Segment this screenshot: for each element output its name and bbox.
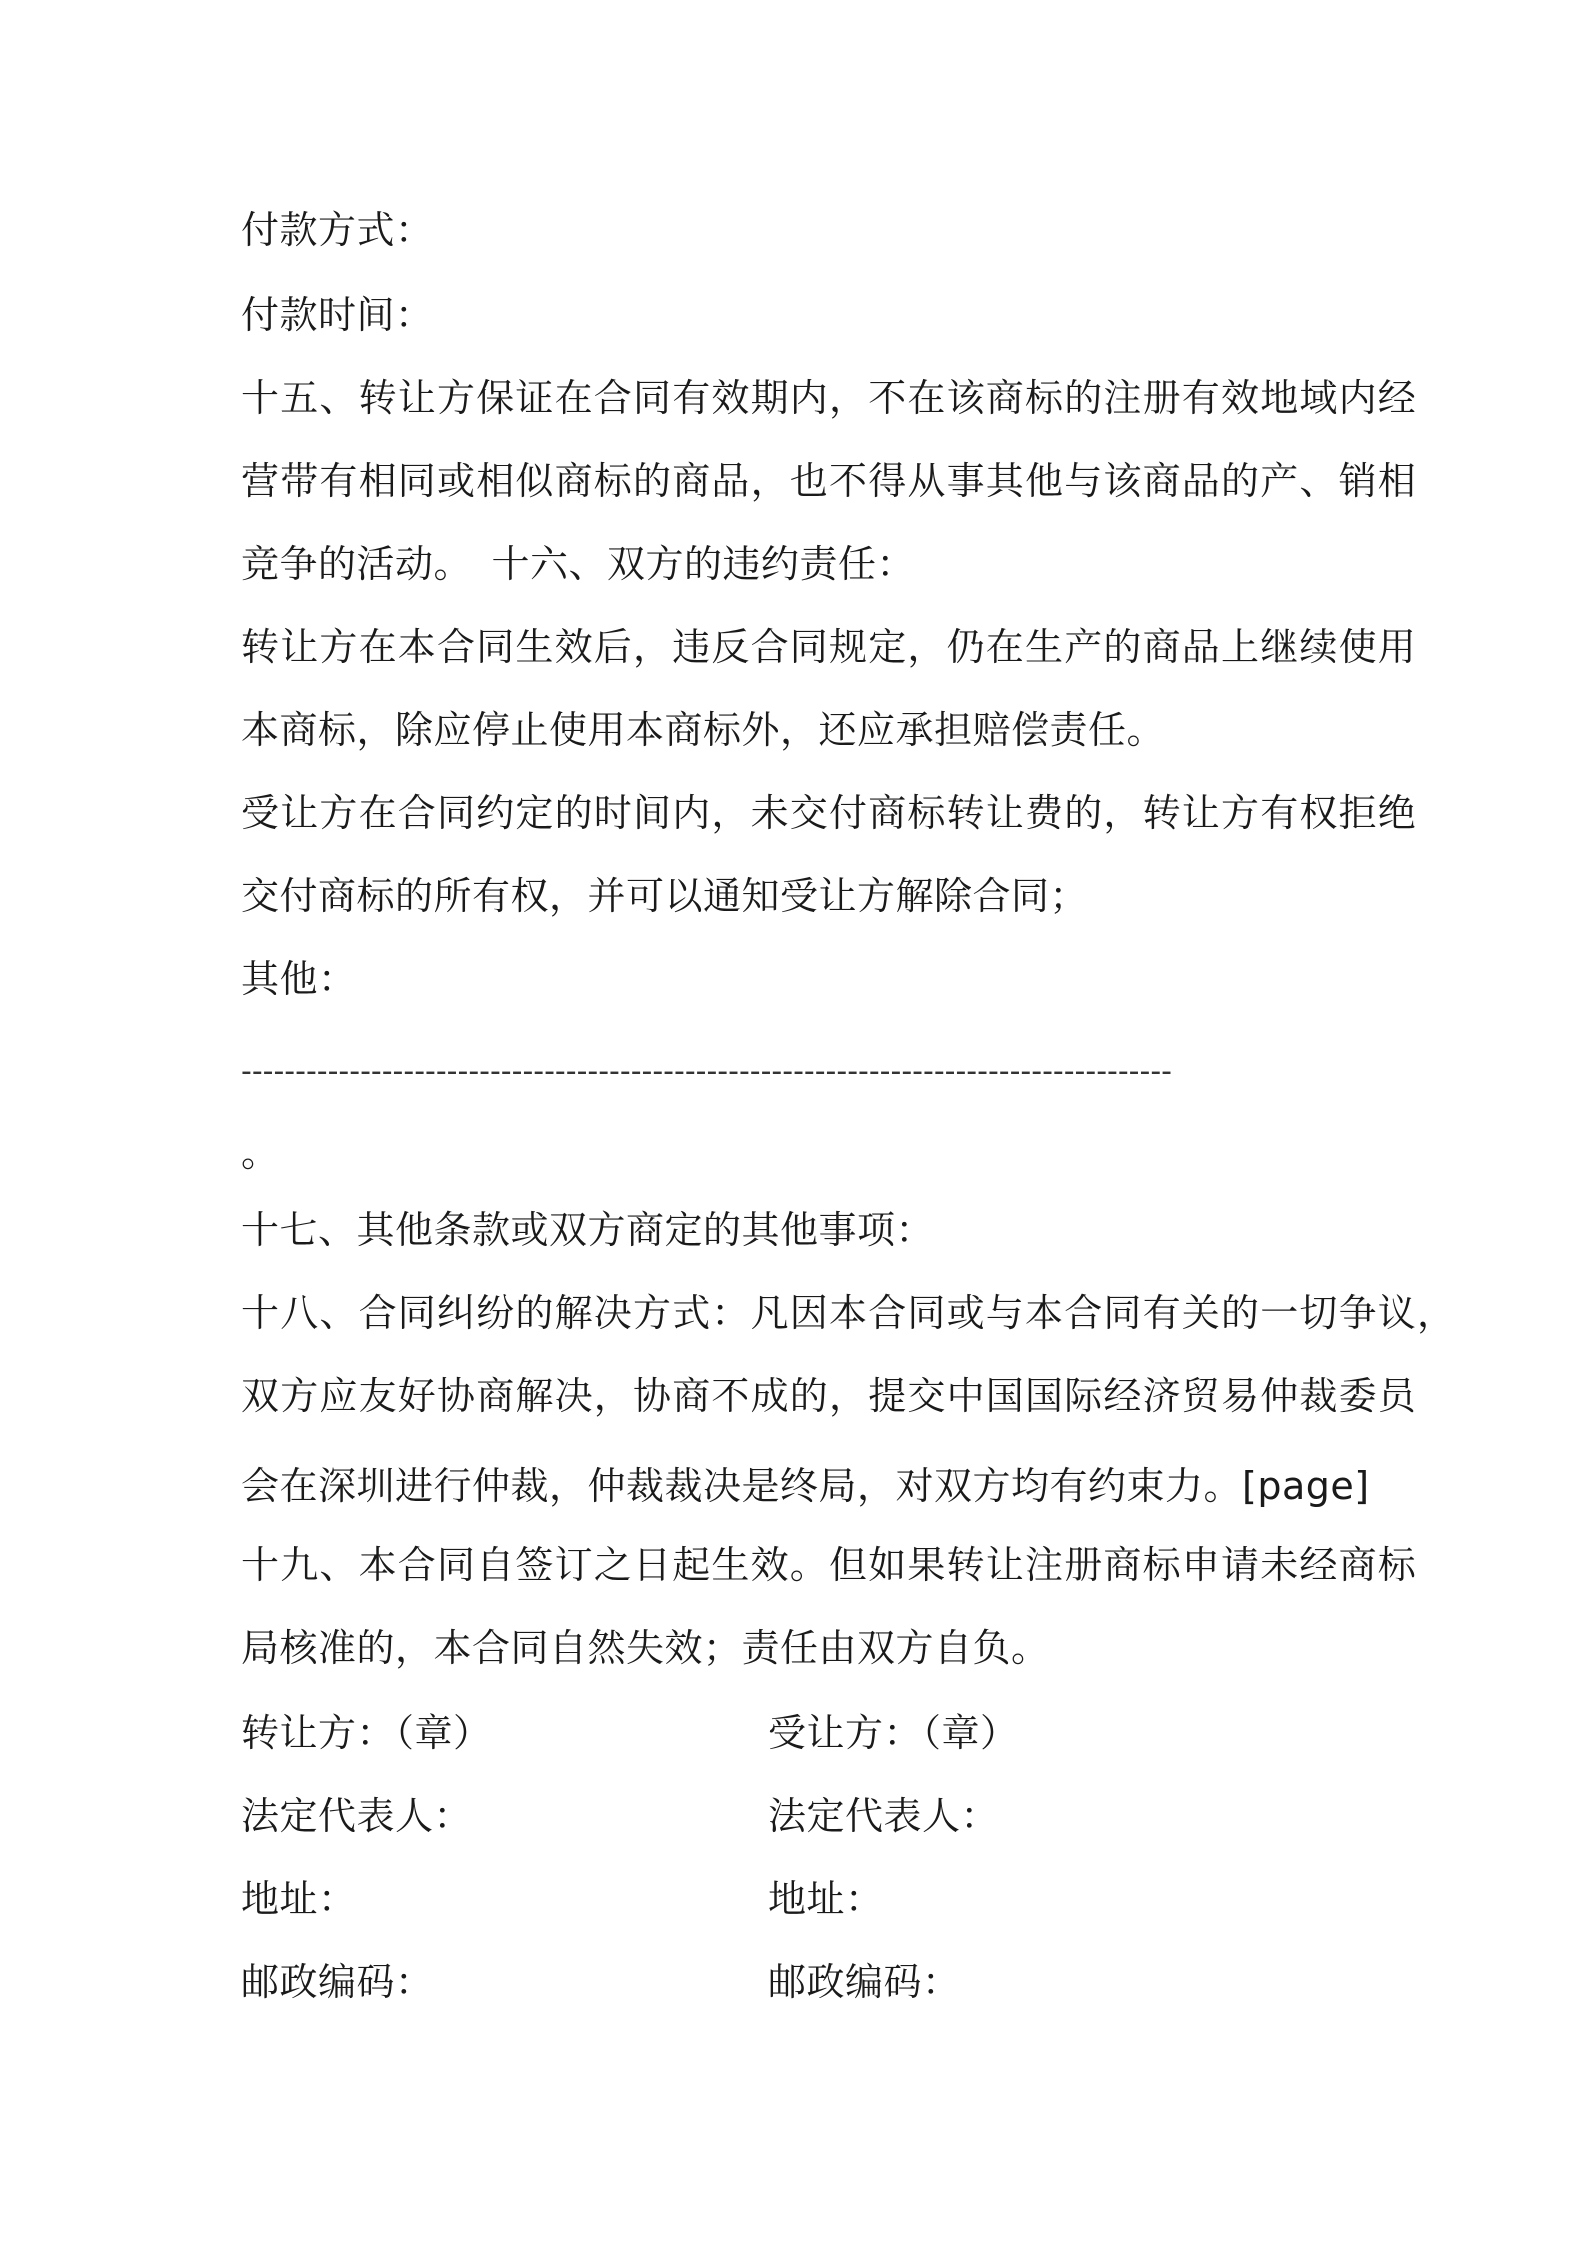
payment-time-label: 付款时间： [241, 293, 434, 337]
dashed-divider: -------------------------------------------------------------------------------------- [241, 1054, 1172, 1089]
breach-transferee-line-1: 受让方在合同约定的时间内，未交付商标转让费的，转让方有权拒绝 [241, 791, 1418, 835]
transferor-rep-label: 法定代表人： [241, 1794, 473, 1838]
clause-15-16-line: 竞争的活动。 十六、双方的违约责任： [241, 542, 916, 586]
transferee-rep-label: 法定代表人： [768, 1794, 1000, 1838]
transferee-address-label: 地址： [768, 1877, 884, 1921]
clause-19-line-2: 局核准的，本合同自然失效；责任由双方自负。 [241, 1626, 1050, 1670]
transferee-postcode-label: 邮政编码： [768, 1960, 961, 2004]
breach-transferee-line-2: 交付商标的所有权，并可以通知受让方解除合同； [241, 874, 1089, 918]
clause-15-line-1: 十五、转让方保证在合同有效期内，不在该商标的注册有效地域内经 [241, 376, 1418, 420]
clause-18-line-2: 双方应友好协商解决，协商不成的，提交中国国际经济贸易仲裁委员 [241, 1374, 1418, 1418]
breach-transferor-line-2: 本商标，除应停止使用本商标外，还应承担赔偿责任。 [241, 708, 1166, 752]
clause-19-line-1: 十九、本合同自签订之日起生效。但如果转让注册商标申请未经商标 [241, 1543, 1418, 1587]
clause-18-line-3: 会在深圳进行仲裁，仲裁裁决是终局，对双方均有约束力。[page] [241, 1464, 1370, 1508]
transferee-seal-label: 受让方：（章） [768, 1711, 1019, 1755]
clause-15-line-2: 营带有相同或相似商标的商品，也不得从事其他与该商品的产、销相 [241, 459, 1418, 503]
clause-17: 十七、其他条款或双方商定的其他事项： [241, 1208, 935, 1252]
payment-method-label: 付款方式： [241, 208, 434, 252]
other-label: 其他： [241, 957, 357, 1001]
transferor-address-label: 地址： [241, 1877, 357, 1921]
clause-18-line-1: 十八、合同纠纷的解决方式：凡因本合同或与本合同有关的一切争议， [241, 1291, 1457, 1335]
period-mark: 。 [241, 1131, 280, 1175]
transferor-postcode-label: 邮政编码： [241, 1960, 434, 2004]
transferor-seal-label: 转让方：（章） [241, 1711, 492, 1755]
breach-transferor-line-1: 转让方在本合同生效后，违反合同规定，仍在生产的商品上继续使用 [241, 625, 1418, 669]
